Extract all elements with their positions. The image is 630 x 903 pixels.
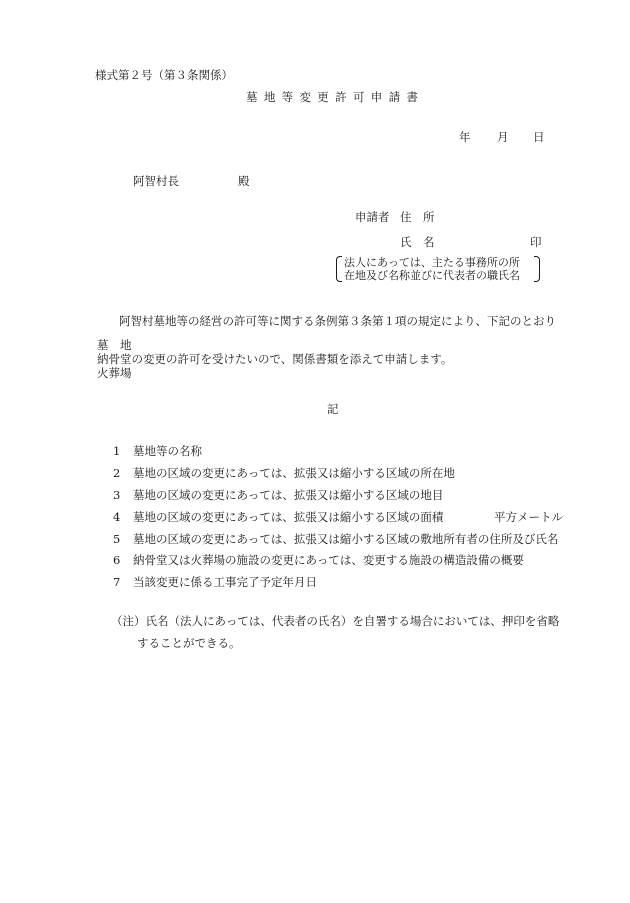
- footnote-line1: （注）氏名（法人にあっては、代表者の氏名）を自署する場合においては、押印を省略: [111, 614, 560, 628]
- addressee-honorific: 殿: [238, 174, 250, 188]
- footnote-line2: することができる。: [137, 636, 241, 650]
- bracket-left: [336, 256, 342, 282]
- date-year: 年: [459, 130, 471, 144]
- seal-mark: 印: [530, 235, 542, 249]
- date-day: 日: [533, 130, 545, 144]
- list-item: 4 墓地の区域の変更にあっては、拡張又は縮小する区域の面積: [113, 510, 444, 524]
- ki-heading: 記: [327, 402, 339, 416]
- bracket-right: [534, 256, 540, 282]
- applicant-label: 申請者: [355, 210, 390, 224]
- date-month: 月: [497, 130, 509, 144]
- corporate-note: [336, 256, 540, 282]
- option-crematorium: 火葬場: [97, 366, 132, 380]
- option-cemetery: 墓 地: [97, 338, 132, 352]
- list-item: 2 墓地の区域の変更にあっては、拡張又は縮小する区域の所在地: [113, 466, 455, 480]
- addressee: 阿智村長: [133, 174, 179, 188]
- list-item: 3 墓地の区域の変更にあっては、拡張又は縮小する区域の地目: [113, 488, 444, 502]
- corporate-note-line2: 在地及び名称並びに代表者の職氏名: [344, 269, 520, 282]
- document-title: 墓地等変更許可申請書: [246, 90, 425, 104]
- option-ossuary: 納骨堂の変更の許可を受けたいので、関係書類を添えて申請します。: [97, 352, 453, 366]
- list-item: 6 納骨堂又は火葬場の施設の変更にあっては、変更する施設の構造設備の概要: [113, 553, 524, 567]
- body-paragraph: 阿智村墓地等の経営の許可等に関する条例第３条第１項の規定により、下記のとおり: [119, 314, 556, 328]
- corporate-note-line1: 法人にあっては、主たる事務所の所: [344, 256, 520, 269]
- applicant-address-label: 住 所: [400, 210, 435, 224]
- list-item: 1 墓地等の名称: [113, 444, 202, 458]
- applicant-name-label: 氏 名: [400, 235, 435, 249]
- list-item: 5 墓地の区域の変更にあっては、拡張又は縮小する区域の敷地所有者の住所及び氏名: [113, 532, 559, 546]
- area-unit: 平方メートル: [494, 510, 563, 524]
- form-number: 様式第２号（第３条関係）: [95, 68, 233, 82]
- list-item: 7 当該変更に係る工事完了予定年月日: [113, 575, 317, 589]
